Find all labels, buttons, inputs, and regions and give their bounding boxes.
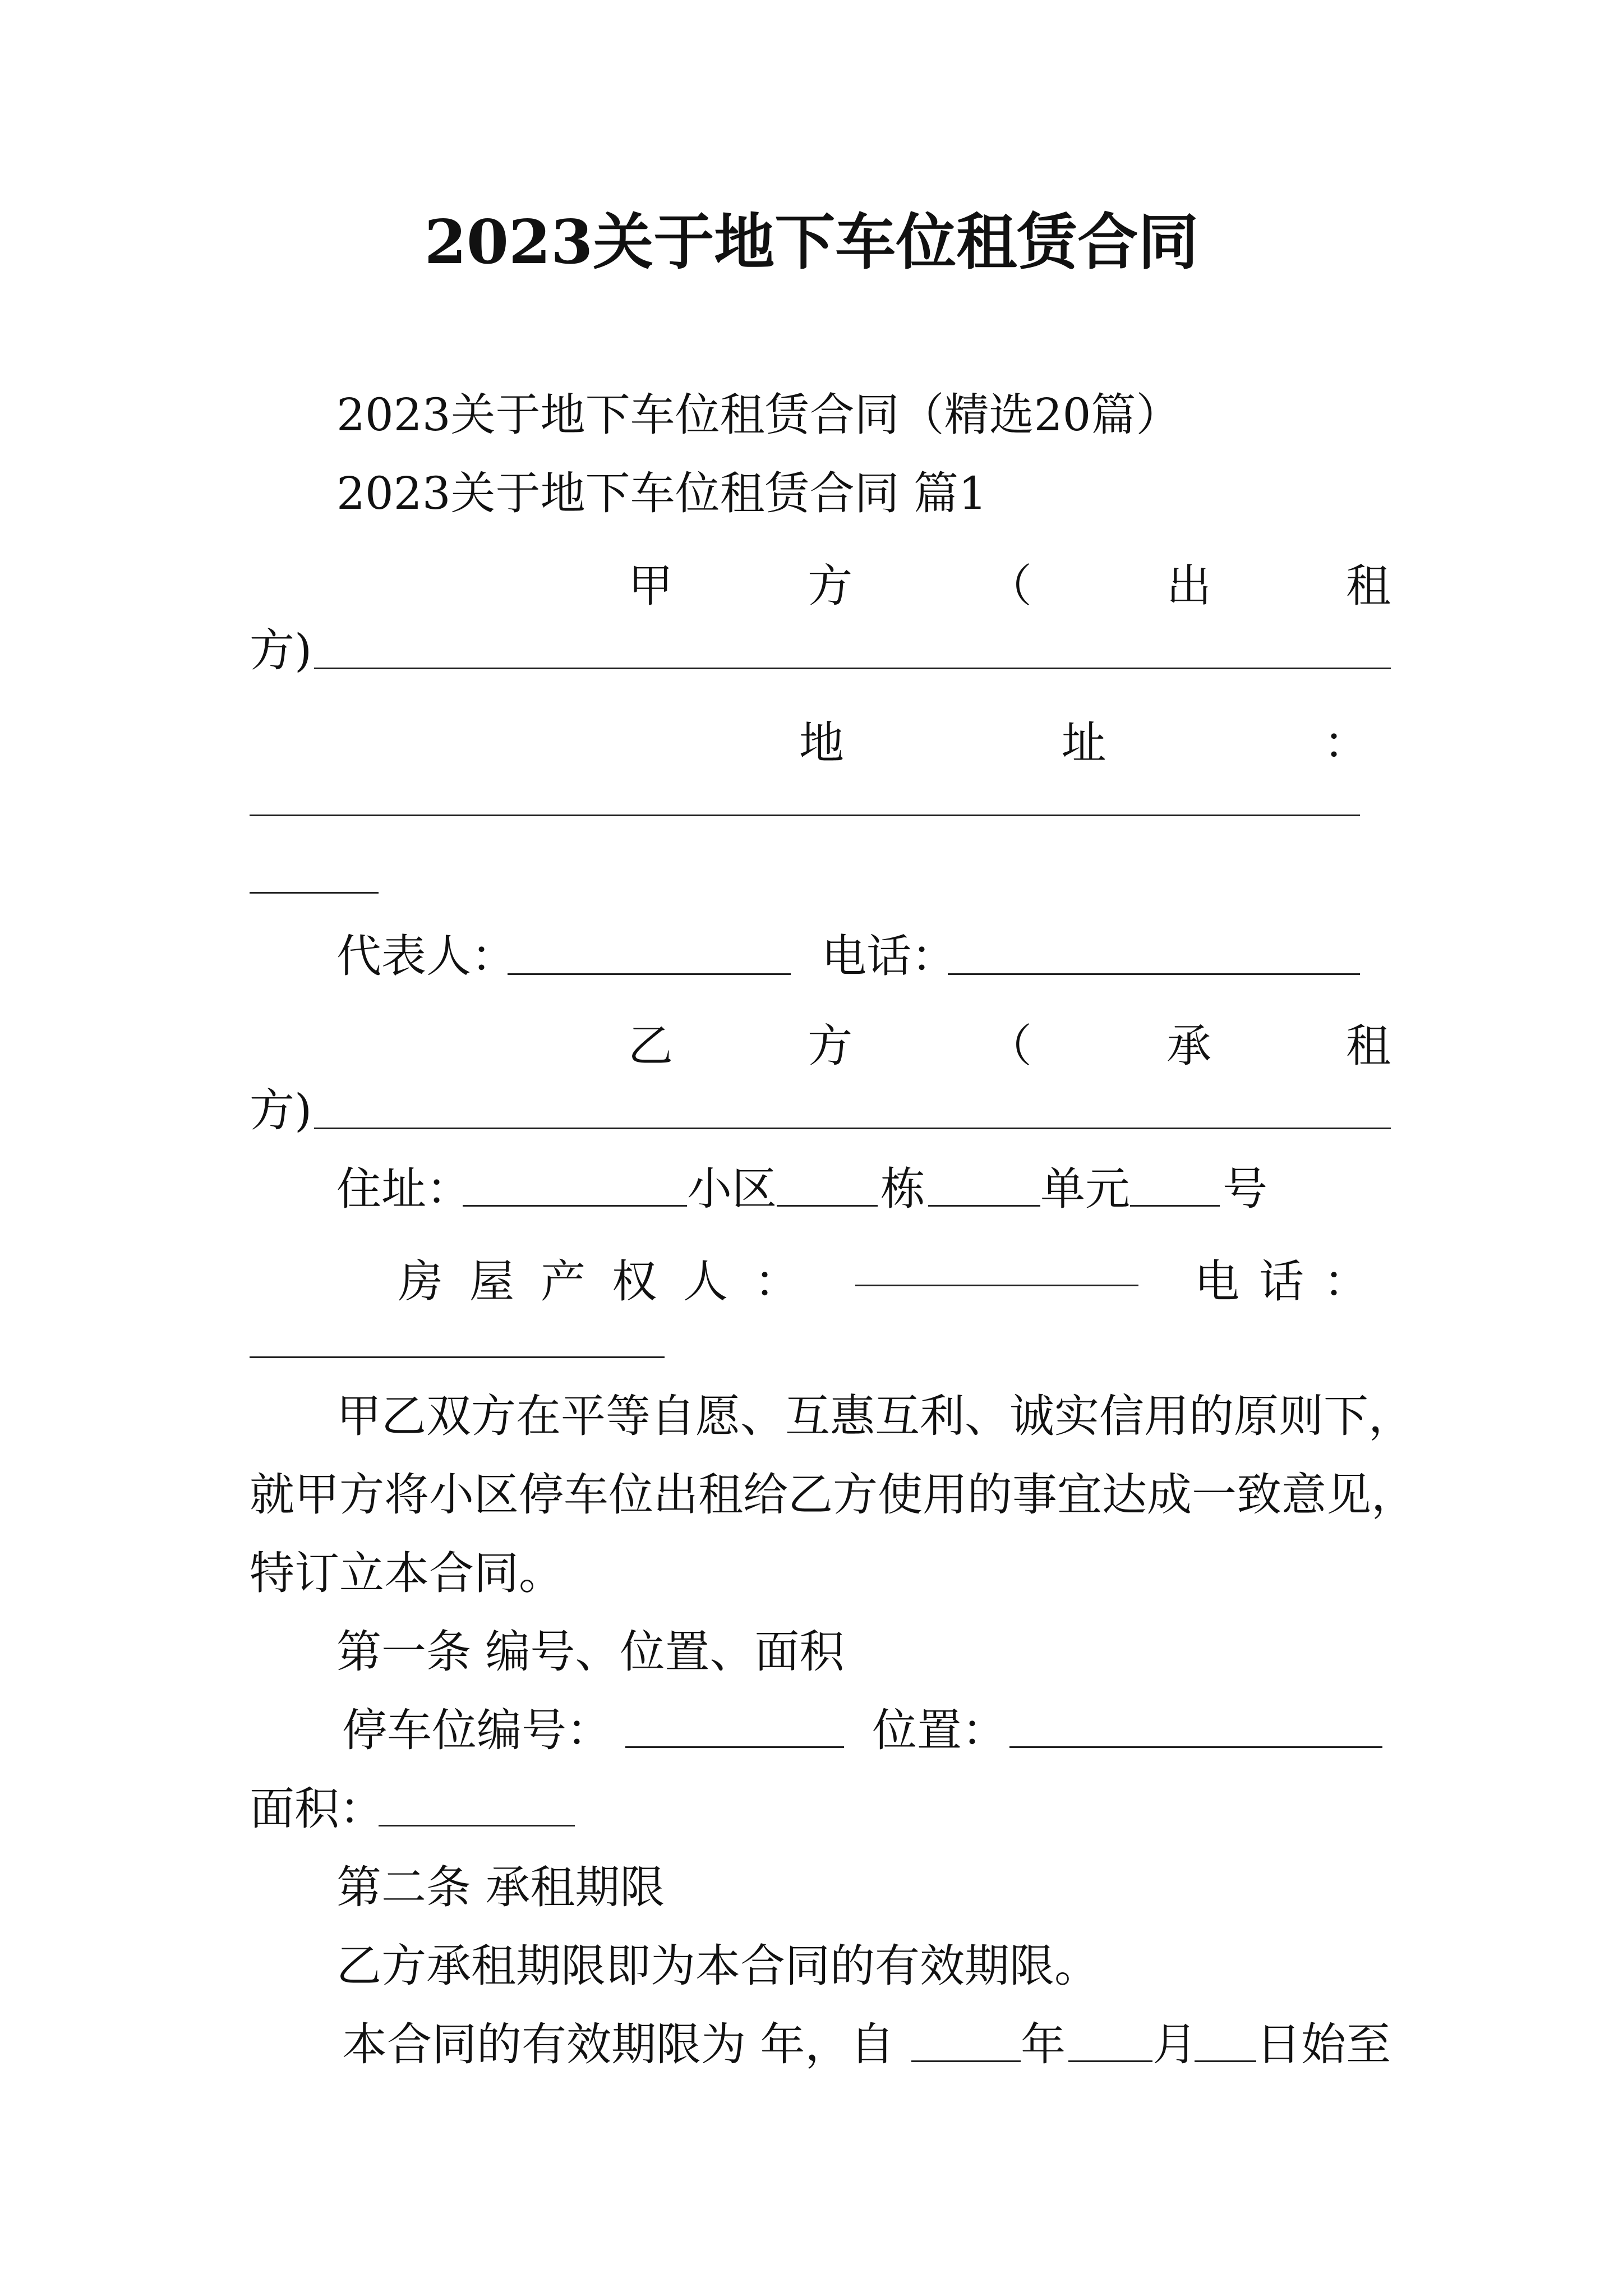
residence-unit-1: 小区 — [687, 1163, 777, 1215]
term-line-start: 本合同的有效期限为 年，自 — [342, 2018, 895, 2070]
term-month-label: 月 — [1152, 2018, 1197, 2070]
address-char: ： — [1324, 717, 1368, 769]
party-a-char: 甲 — [628, 560, 673, 612]
start-year-blank[interactable] — [911, 2060, 1021, 2062]
residence-unit-3: 单元 — [1040, 1163, 1130, 1215]
party-a-char: （ — [987, 560, 1032, 612]
representative-blank[interactable] — [508, 973, 791, 975]
phone-label: 电话： — [822, 930, 956, 982]
area-blank[interactable] — [379, 1825, 575, 1826]
owner-phone-char: 电 — [1195, 1255, 1239, 1308]
party-b-name-blank[interactable] — [314, 1128, 1391, 1129]
document-title: 2023关于地下车位租赁合同 — [424, 207, 1199, 278]
party-a-char: 出 — [1166, 560, 1211, 612]
owner-phone-blank[interactable] — [250, 1356, 665, 1358]
owner-char: 屋 — [469, 1255, 514, 1308]
owner-char: 产 — [541, 1255, 585, 1308]
intro-line: 就甲方将小区停车位出租给乙方使用的事宜达成一致意见， — [250, 1469, 1416, 1521]
start-month-blank[interactable] — [1068, 2060, 1152, 2062]
owner-phone-char: ： — [1324, 1255, 1368, 1308]
party-b-char: 乙 — [628, 1020, 673, 1072]
intro-line: 甲乙双方在平等自愿、互惠互利、诚实信用的原则下， — [336, 1390, 1413, 1442]
document-subtitle: 2023关于地下车位租赁合同（精选20篇） — [336, 389, 1181, 441]
owner-phone-char: 话 — [1259, 1255, 1304, 1308]
party-a-char: 方 — [808, 560, 852, 612]
parking-number-blank[interactable] — [625, 1746, 844, 1748]
owner-char: 权 — [612, 1255, 657, 1308]
party-a-address-blank[interactable] — [250, 815, 1360, 816]
position-blank[interactable] — [1009, 1746, 1382, 1748]
party-b-char: 租 — [1346, 1020, 1391, 1072]
residence-blank-3[interactable] — [928, 1205, 1040, 1207]
phone-blank[interactable] — [948, 973, 1360, 975]
area-label: 面积： — [250, 1783, 384, 1835]
article-2-heading: 第二条 承租期限 — [336, 1861, 665, 1913]
article-1-heading: 第一条 编号、位置、面积 — [336, 1626, 845, 1678]
representative-label: 代表人： — [336, 930, 516, 982]
address-char: 址 — [1061, 717, 1106, 769]
party-b-char: 承 — [1166, 1020, 1211, 1072]
party-a-address-blank-cont[interactable] — [250, 892, 379, 894]
party-b-label-end: 方) — [250, 1084, 312, 1137]
party-b-label — [628, 1010, 1391, 1074]
part-heading: 2023关于地下车位租赁合同 篇1 — [336, 467, 987, 519]
party-a-label-end: 方) — [250, 624, 312, 677]
term-year-label: 年 — [1021, 2018, 1066, 2070]
property-owner-label — [398, 1245, 799, 1310]
party-a-name-blank[interactable] — [314, 668, 1391, 669]
residence-label: 住址： — [336, 1163, 471, 1215]
owner-char: 人 — [683, 1255, 728, 1308]
position-label: 位置： — [872, 1704, 1007, 1756]
residence-unit-4: 号 — [1223, 1163, 1267, 1215]
owner-char: 房 — [398, 1255, 443, 1308]
party-a-address-label — [799, 707, 1368, 771]
address-char: 地 — [799, 717, 844, 769]
residence-blank-2[interactable] — [777, 1205, 878, 1207]
party-b-char: （ — [987, 1020, 1032, 1072]
party-a-char: 租 — [1346, 560, 1391, 612]
residence-blank-1[interactable] — [463, 1205, 687, 1207]
residence-blank-4[interactable] — [1130, 1205, 1220, 1207]
parking-number-label: 停车位编号： — [342, 1704, 611, 1756]
residence-unit-2: 栋 — [880, 1163, 925, 1215]
owner-char: ： — [754, 1255, 799, 1308]
party-a-label — [628, 550, 1391, 614]
term-statement: 乙方承租期限即为本合同的有效期限。 — [336, 1940, 1099, 1992]
party-b-char: 方 — [808, 1020, 852, 1072]
intro-line: 特订立本合同。 — [250, 1547, 564, 1599]
property-owner-blank[interactable] — [855, 1285, 1138, 1286]
start-day-blank[interactable] — [1195, 2060, 1256, 2062]
term-day-label: 日始至 — [1256, 2018, 1391, 2070]
owner-phone-label — [1195, 1245, 1368, 1310]
